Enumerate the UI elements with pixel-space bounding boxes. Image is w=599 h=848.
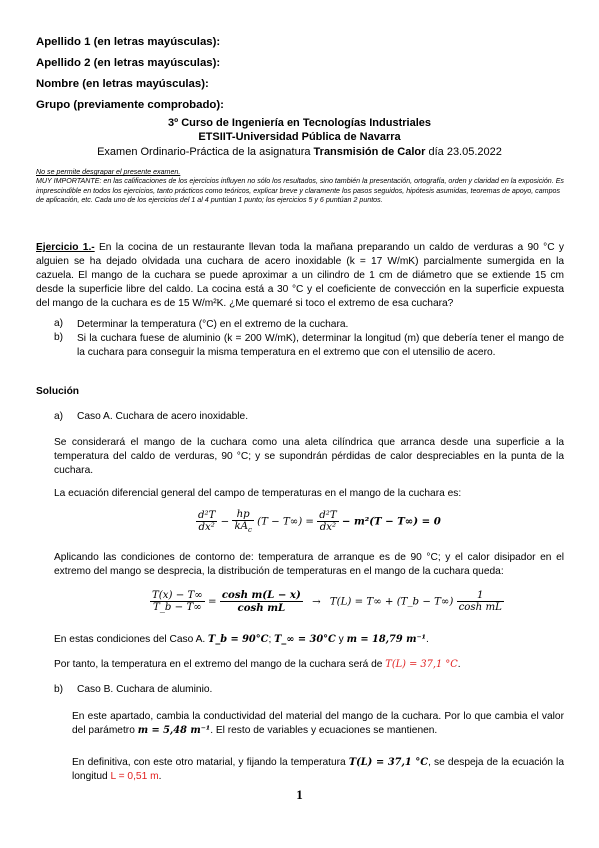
eq1-kA: kA: [234, 521, 248, 532]
exam-subject: Transmisión de Calor: [313, 146, 426, 158]
apellido1-label: Apellido 1 (en letras mayúsculas):: [36, 36, 221, 48]
no-desgrapar-note: No se permite desgrapar el presente examen.: [36, 168, 181, 176]
eq1-num-hp: hp: [236, 509, 250, 520]
page-number: 1: [296, 787, 303, 802]
exercise-a-text: Determinar la temperatura (°C) en el extremo de la cuchara.: [77, 319, 349, 330]
p6-end: . El resto de variables y ecuaciones se mantienen.: [210, 725, 438, 736]
eq2-frac-2: [220, 589, 303, 614]
p4-tinf: T_∞ = 30°C: [274, 634, 336, 645]
eq1-den-right: dx²: [317, 521, 338, 533]
eq1-frac-right: [317, 510, 338, 533]
solution-b-title: Caso B. Cuchara de aluminio.: [77, 684, 213, 695]
solution-paragraph-7: [72, 756, 564, 784]
solution-b-label: b): [54, 684, 64, 695]
p6-prefix: En este apartado, cambia la conductividad del material del mango de la cuchara. Por lo que cambia el valor del parámetro: [72, 711, 564, 736]
eq2-num-2: cosh m(L − x): [221, 589, 301, 601]
p4-end: .: [425, 634, 429, 645]
eq2-num-1: T(x) − T∞: [152, 590, 203, 601]
solution-paragraph-1: Se considerará el mango de la cuchara como una aleta cilíndrica que arranca desde una superficie a la temperatura del caldo de verduras, 90 °C; y se supondrán pérdidas de calor despreciables en la punta de la cuchara.: [54, 437, 564, 476]
exam-date: día 23.05.2022: [425, 146, 502, 158]
p5-prefix: Por tanto, la temperatura en el extremo del mango de la cuchara será de: [54, 659, 386, 670]
eq2-equals: =: [208, 596, 217, 608]
eq2-frac-3: [457, 590, 504, 613]
eq1-frac-left: [196, 510, 217, 533]
exercise-b-text: Si la cuchara fuese de aluminio (k = 200 W/mK), determinar la longitud (m) que debería tener el mango de la cuchara para conseguir la misma temperatura en el extremo que con el utensilio de acero.: [77, 333, 564, 358]
eq2-frac-1: [150, 590, 205, 613]
eq2-right: T(L) = T∞ + (T_b − T∞): [329, 596, 454, 608]
solution-heading: Solución: [36, 386, 80, 397]
exam-title: [0, 146, 599, 158]
exercise-a-label: a): [54, 318, 64, 329]
result-temperature: T(L) = 37,1 °C: [385, 659, 458, 670]
p7-prefix: En definitiva, con este otro matarial, y fijando la temperatura: [72, 757, 349, 768]
nombre-label: Nombre (en letras mayúsculas):: [36, 78, 209, 90]
exam-prefix: Examen Ordinario-Práctica de la asignatura: [97, 146, 314, 158]
apellido2-label: Apellido 2 (en letras mayúsculas):: [36, 57, 221, 69]
p4-y: y: [335, 634, 347, 645]
exercise-label: Ejercicio 1.-: [36, 242, 95, 253]
p5-end: .: [457, 659, 461, 670]
course-title: 3º Curso de Ingeniería en Tecnologías Industriales: [168, 117, 431, 129]
eq1-num-right: d²T: [319, 510, 337, 522]
grupo-label: Grupo (previamente comprobado):: [36, 99, 224, 111]
p6-m: m = 5,48 m⁻¹: [137, 725, 211, 736]
solution-paragraph-2: La ecuación diferencial general del campo de temperaturas en el mango de la cuchara es:: [54, 488, 462, 499]
differential-equation: [196, 509, 441, 534]
temperature-distribution-equation: [150, 589, 504, 614]
exercise-statement: [36, 241, 564, 311]
solution-paragraph-3: Aplicando las condiciones de contorno de: temperatura de arranque es de 90 °C; y el calor disipador en el extremo del mango se desprecia, la distribución de temperaturas en el mango de la cuchara queda:: [54, 552, 564, 577]
eq1-c: c: [247, 526, 252, 535]
eq1-minus: −: [220, 516, 230, 528]
eq1-tail: (T − T∞) =: [257, 516, 314, 528]
p7-end: .: [158, 771, 162, 782]
eq1-den-left: dx²: [196, 521, 217, 533]
eq1-den-kac: [232, 520, 253, 534]
p7-t: T(L) = 37,1 °C: [348, 757, 429, 768]
eq2-den-1: T_b − T∞: [150, 601, 205, 613]
eq1-frac-hp: [232, 509, 253, 534]
eq2-num-3: 1: [477, 590, 484, 601]
eq2-den-3: cosh mL: [458, 602, 502, 613]
solution-paragraph-5: [54, 658, 564, 672]
p4-prefix: En estas condiciones del Caso A.: [54, 634, 209, 645]
important-text: en las calificaciones de los ejercicios influyen no sólo los resultados, sino también la presentación, ortografía, orden y claridad en la exposición. Es imprescindible en todos los ejercicios, tanto prácticos como teóricos, explicar breve y claramente los pasos seguidos, hipótesis asumidas, teoremas de apoyo, campos de aplicación, etc. Cada uno de los ejercicios del 1 al 4 puntúan 1 punto; los ejercicios 5 y 6 puntúan 2 puntos.: [36, 177, 564, 205]
eq2-arrow: →: [312, 596, 321, 608]
p4-m: m = 18,79 m⁻¹: [346, 634, 426, 645]
eq1-num-left: d²T: [198, 510, 216, 522]
p4-sep: ;: [268, 634, 275, 645]
p7-mid: , se despeja de la ecuación la longitud: [72, 757, 564, 782]
eq1-tail2: − m²(T − T∞) = 0: [341, 515, 441, 528]
solution-a-title: Caso A. Cuchara de acero inoxidable.: [77, 411, 249, 422]
university-title: ETSIIT-Universidad Pública de Navarra: [198, 131, 401, 143]
exercise-text: En la cocina de un restaurante llevan toda la mañana preparando un caldo de verduras a 90 °C y alguien se ha dejado olvidada una cuchara de acero inoxidable (k = 17 W/mK) parcialmente sumergida en la cazuela. El mango de la cuchara se puede aproximar a un cilindro de 1 cm de diámetro que se extiende 15 cm desde la superficie libre del caldo. La cocina está a 30 °C y el coeficiente de convección en la superficie expuesta del mango de la cuchara es de 15 W/m²K. ¿Me quemaré si toco el extremo de esa cuchara?: [36, 242, 564, 309]
solution-a-label: a): [54, 411, 64, 422]
important-note: [36, 177, 566, 206]
exercise-b-label: b): [54, 332, 64, 343]
result-length: L = 0,51 m: [110, 771, 159, 782]
eq2-den-2: cosh mL: [220, 601, 303, 614]
solution-paragraph-4: [54, 633, 564, 647]
solution-paragraph-6: [72, 710, 564, 738]
important-label: MUY IMPORTANTE:: [36, 177, 102, 185]
p4-tb: T_b = 90°C: [208, 634, 269, 645]
